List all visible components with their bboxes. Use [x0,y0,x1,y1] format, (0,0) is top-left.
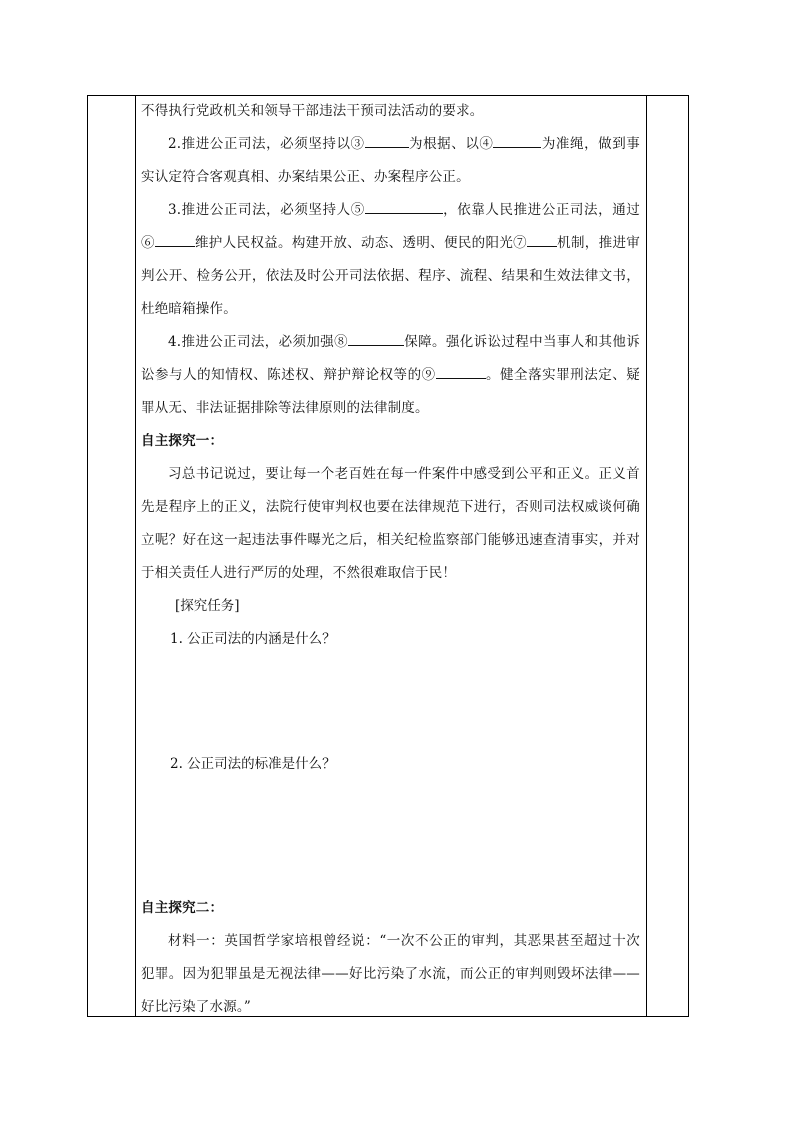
paragraph-4: 4.推进公正司法，必须加强⑧ 保障。强化诉讼过程中当事人和其他诉讼参与人的知情权、陈述权、辩护辩论权等的⑨ 。健全落实罪刑法定、疑罪从无、非法证据排除等法律原则的法律制度。 [141,326,640,425]
blank-4[interactable] [493,133,541,148]
blank-3[interactable] [365,133,409,148]
content-cell [141,95,640,1024]
paragraph-3: 3.推进公正司法，必须坚持人⑤ ，依靠人民推进公正司法，通过⑥ 维护人民权益。构建开放、动态、透明、便民的阳光⑦ 机制，推进审判公开、检务公开，依法及时公开司法依据、程序、流程、结果和生效法律文书，杜绝暗箱操作。 [141,194,640,326]
right-column-divider [646,96,647,1016]
answer-space-1[interactable] [141,656,640,748]
inquiry-2-heading: 自主探究二： [141,900,224,916]
inquiry-1-heading: 自主探究一： [141,433,224,449]
question-1: 1. 公正司法的内涵是什么？ [170,631,336,647]
blank-6[interactable] [155,232,195,247]
inquiry-2-text: 材料一：英国哲学家培根曾经说：“一次不公正的审判，其恶果甚至超过十次犯罪。因为犯罪虽是无视法律——好比污染了水流，而公正的审判则毁坏法律——好比污染了水源。” [141,933,640,1015]
blank-5[interactable] [365,199,443,214]
blank-9[interactable] [436,364,486,379]
blank-8[interactable] [348,331,404,346]
left-column-divider [135,96,136,1016]
question-2: 2. 公正司法的标准是什么？ [170,756,336,772]
inquiry-1-text: 习总书记说过，要让每一个老百姓在每一件案件中感受到公平和正义。正义首先是程序上的正义，法院行使审判权也要在法律规范下进行，否则司法权威谈何确立呢？好在这一起违法事件曝光之后，相关纪检监察部门能够迅速查清事实，并对于相关责任人进行严厉的处理，不然很难取信于民！ [141,466,640,581]
task-label: [探究任务] [175,598,240,614]
paragraph-2: 2.推进公正司法，必须坚持以③ 为根据、以④ 为准绳，做到事实认定符合客观真相、办案结果公正、办案程序公正。 [141,128,640,194]
paragraph-1-continued: 不得执行党政机关和领导干部违法干预司法活动的要求。 [141,103,484,119]
answer-space-2[interactable] [141,781,640,892]
blank-7[interactable] [527,232,557,247]
